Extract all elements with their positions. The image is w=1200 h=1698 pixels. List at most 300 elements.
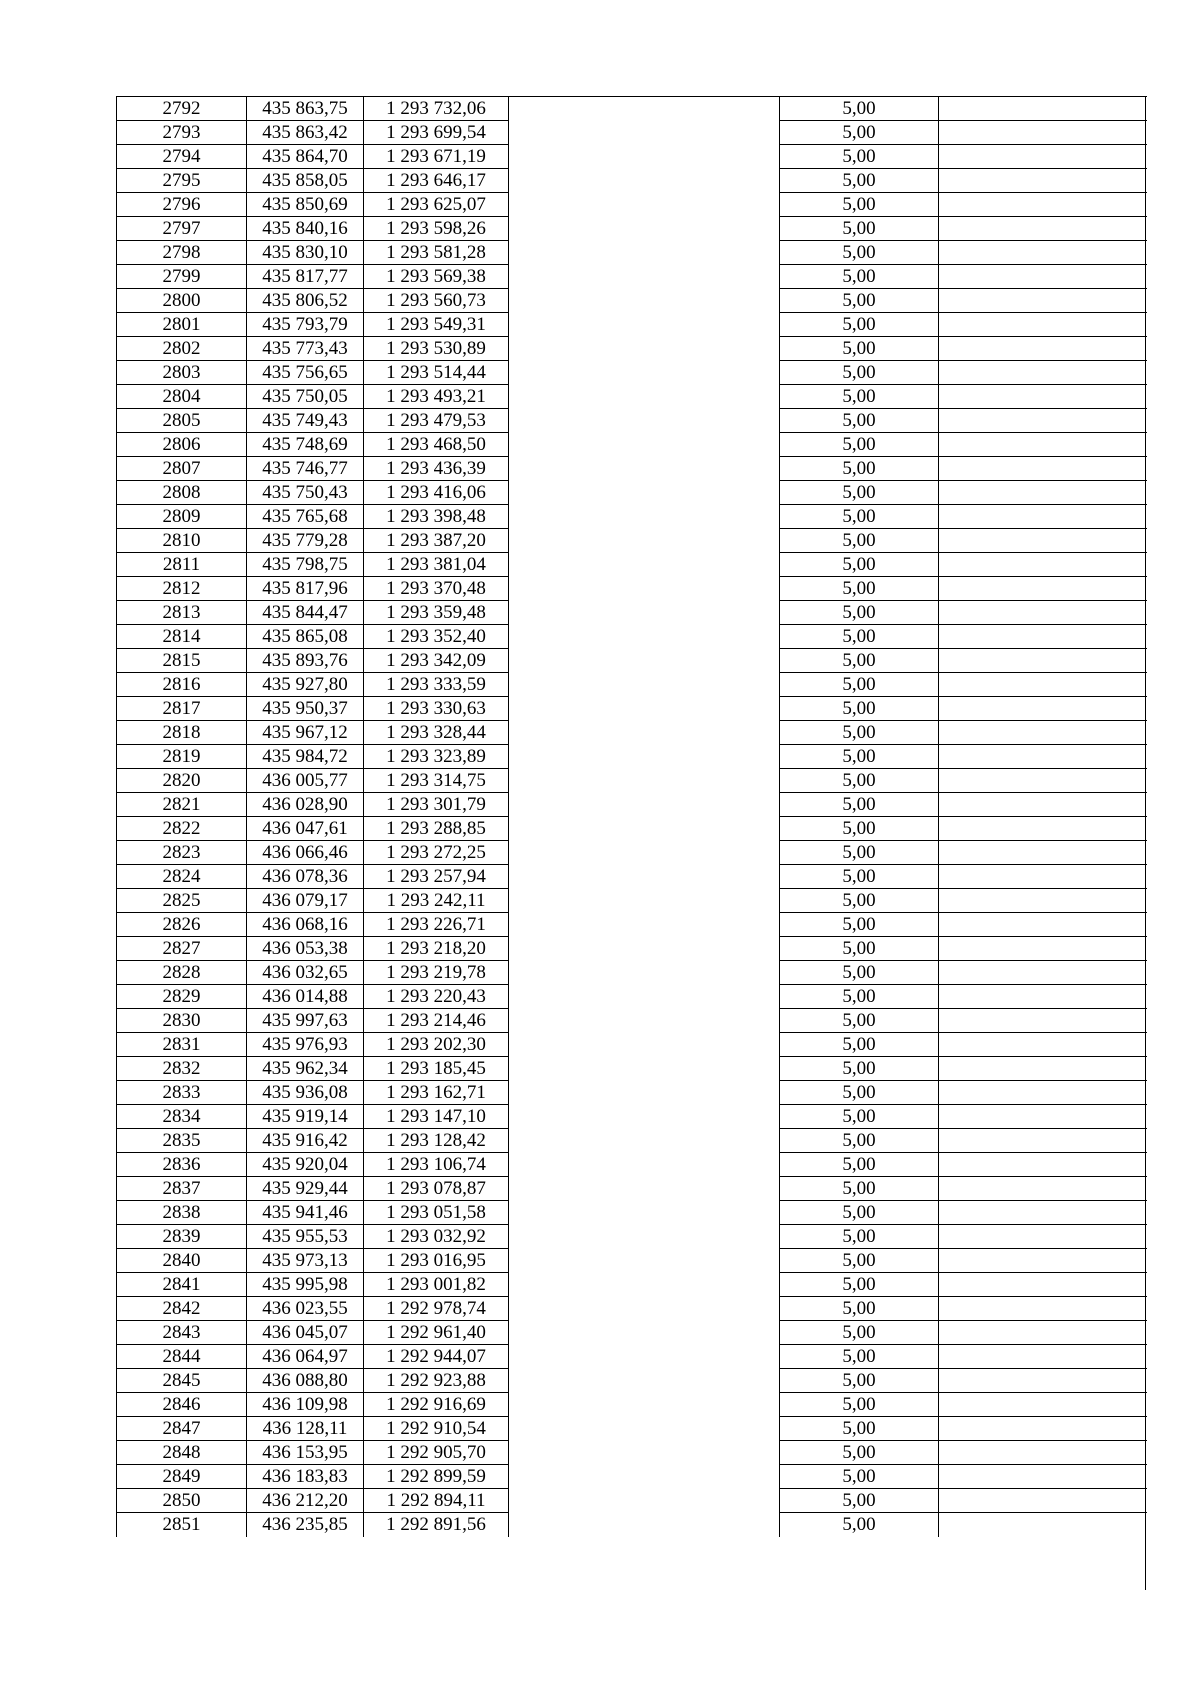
- blank-cell: [509, 673, 780, 697]
- y-coordinate-cell: 1 293 398,48: [364, 505, 509, 529]
- table-row: [117, 313, 1147, 337]
- x-coordinate-cell: 436 014,88: [247, 985, 364, 1009]
- blank-cell: [939, 1225, 1147, 1249]
- y-coordinate-cell: 1 293 352,40: [364, 625, 509, 649]
- x-coordinate-cell: 435 997,63: [247, 1009, 364, 1033]
- point-number-cell: 2825: [117, 889, 247, 913]
- blank-cell: [939, 169, 1147, 193]
- point-number-cell: 2837: [117, 1177, 247, 1201]
- value-cell: 5,00: [780, 937, 939, 961]
- blank-cell: [939, 601, 1147, 625]
- blank-cell: [939, 121, 1147, 145]
- y-coordinate-cell: 1 293 185,45: [364, 1057, 509, 1081]
- x-coordinate-cell: 435 749,43: [247, 409, 364, 433]
- blank-cell: [939, 97, 1147, 121]
- table-row: [117, 289, 1147, 313]
- y-coordinate-cell: 1 293 514,44: [364, 361, 509, 385]
- y-coordinate-cell: 1 293 330,63: [364, 697, 509, 721]
- point-number-cell: 2816: [117, 673, 247, 697]
- x-coordinate-cell: 435 806,52: [247, 289, 364, 313]
- table-row: [117, 841, 1147, 865]
- y-coordinate-cell: 1 292 891,56: [364, 1513, 509, 1537]
- x-coordinate-cell: 435 929,44: [247, 1177, 364, 1201]
- y-coordinate-cell: 1 293 479,53: [364, 409, 509, 433]
- point-number-cell: 2803: [117, 361, 247, 385]
- blank-cell: [509, 961, 780, 985]
- x-coordinate-cell: 435 995,98: [247, 1273, 364, 1297]
- table-row: [117, 1249, 1147, 1273]
- value-cell: 5,00: [780, 1129, 939, 1153]
- y-coordinate-cell: 1 293 219,78: [364, 961, 509, 985]
- value-cell: 5,00: [780, 697, 939, 721]
- blank-cell: [509, 985, 780, 1009]
- blank-cell: [939, 1033, 1147, 1057]
- y-coordinate-cell: 1 293 226,71: [364, 913, 509, 937]
- value-cell: 5,00: [780, 241, 939, 265]
- table-row: [117, 745, 1147, 769]
- value-cell: 5,00: [780, 1105, 939, 1129]
- blank-cell: [939, 1489, 1147, 1513]
- blank-cell: [939, 337, 1147, 361]
- blank-cell: [509, 649, 780, 673]
- x-coordinate-cell: 435 967,12: [247, 721, 364, 745]
- blank-cell: [509, 289, 780, 313]
- value-cell: 5,00: [780, 793, 939, 817]
- point-number-cell: 2832: [117, 1057, 247, 1081]
- blank-cell: [509, 577, 780, 601]
- blank-cell: [939, 553, 1147, 577]
- point-number-cell: 2800: [117, 289, 247, 313]
- point-number-cell: 2847: [117, 1417, 247, 1441]
- x-coordinate-cell: 436 153,95: [247, 1441, 364, 1465]
- x-coordinate-cell: 436 183,83: [247, 1465, 364, 1489]
- x-coordinate-cell: 435 916,42: [247, 1129, 364, 1153]
- blank-cell: [509, 1465, 780, 1489]
- point-number-cell: 2811: [117, 553, 247, 577]
- value-cell: 5,00: [780, 385, 939, 409]
- point-number-cell: 2814: [117, 625, 247, 649]
- table-row: [117, 889, 1147, 913]
- x-coordinate-cell: 435 920,04: [247, 1153, 364, 1177]
- blank-cell: [509, 505, 780, 529]
- table-row: [117, 625, 1147, 649]
- table-row: [117, 1225, 1147, 1249]
- point-number-cell: 2848: [117, 1441, 247, 1465]
- y-coordinate-cell: 1 293 202,30: [364, 1033, 509, 1057]
- blank-cell: [509, 457, 780, 481]
- value-cell: 5,00: [780, 457, 939, 481]
- blank-cell: [509, 745, 780, 769]
- blank-cell: [939, 841, 1147, 865]
- blank-cell: [939, 457, 1147, 481]
- y-coordinate-cell: 1 293 214,46: [364, 1009, 509, 1033]
- blank-cell: [509, 265, 780, 289]
- blank-cell: [509, 241, 780, 265]
- x-coordinate-cell: 436 053,38: [247, 937, 364, 961]
- table-row: [117, 649, 1147, 673]
- value-cell: 5,00: [780, 817, 939, 841]
- x-coordinate-cell: 436 028,90: [247, 793, 364, 817]
- point-number-cell: 2793: [117, 121, 247, 145]
- table-row: [117, 121, 1147, 145]
- blank-cell: [939, 1177, 1147, 1201]
- point-number-cell: 2794: [117, 145, 247, 169]
- point-number-cell: 2807: [117, 457, 247, 481]
- blank-cell: [939, 1393, 1147, 1417]
- point-number-cell: 2796: [117, 193, 247, 217]
- table-row: [117, 985, 1147, 1009]
- point-number-cell: 2821: [117, 793, 247, 817]
- y-coordinate-cell: 1 293 581,28: [364, 241, 509, 265]
- value-cell: 5,00: [780, 1201, 939, 1225]
- table-row: [117, 1297, 1147, 1321]
- y-coordinate-cell: 1 293 220,43: [364, 985, 509, 1009]
- x-coordinate-cell: 435 864,70: [247, 145, 364, 169]
- blank-cell: [939, 1009, 1147, 1033]
- table-row: [117, 697, 1147, 721]
- blank-cell: [509, 1417, 780, 1441]
- y-coordinate-cell: 1 293 323,89: [364, 745, 509, 769]
- table-body: [117, 97, 1147, 1537]
- value-cell: 5,00: [780, 1273, 939, 1297]
- table-row: [117, 169, 1147, 193]
- value-cell: 5,00: [780, 985, 939, 1009]
- point-number-cell: 2841: [117, 1273, 247, 1297]
- coordinates-table: [116, 96, 1147, 1537]
- y-coordinate-cell: 1 293 436,39: [364, 457, 509, 481]
- point-number-cell: 2831: [117, 1033, 247, 1057]
- point-number-cell: 2844: [117, 1345, 247, 1369]
- table-row: [117, 145, 1147, 169]
- table-row: [117, 529, 1147, 553]
- table-row: [117, 601, 1147, 625]
- value-cell: 5,00: [780, 289, 939, 313]
- y-coordinate-cell: 1 293 468,50: [364, 433, 509, 457]
- x-coordinate-cell: 435 936,08: [247, 1081, 364, 1105]
- table-row: [117, 193, 1147, 217]
- value-cell: 5,00: [780, 673, 939, 697]
- y-coordinate-cell: 1 293 530,89: [364, 337, 509, 361]
- point-number-cell: 2795: [117, 169, 247, 193]
- blank-cell: [509, 1225, 780, 1249]
- y-coordinate-cell: 1 293 106,74: [364, 1153, 509, 1177]
- value-cell: 5,00: [780, 169, 939, 193]
- value-cell: 5,00: [780, 769, 939, 793]
- point-number-cell: 2819: [117, 745, 247, 769]
- blank-cell: [939, 1345, 1147, 1369]
- blank-cell: [939, 1129, 1147, 1153]
- y-coordinate-cell: 1 292 905,70: [364, 1441, 509, 1465]
- point-number-cell: 2802: [117, 337, 247, 361]
- blank-cell: [939, 985, 1147, 1009]
- point-number-cell: 2829: [117, 985, 247, 1009]
- table-row: [117, 409, 1147, 433]
- x-coordinate-cell: 436 066,46: [247, 841, 364, 865]
- point-number-cell: 2797: [117, 217, 247, 241]
- table-row: [117, 1129, 1147, 1153]
- x-coordinate-cell: 436 088,80: [247, 1369, 364, 1393]
- blank-cell: [939, 433, 1147, 457]
- value-cell: 5,00: [780, 1033, 939, 1057]
- x-coordinate-cell: 435 840,16: [247, 217, 364, 241]
- blank-cell: [939, 793, 1147, 817]
- x-coordinate-cell: 435 779,28: [247, 529, 364, 553]
- value-cell: 5,00: [780, 577, 939, 601]
- blank-cell: [939, 193, 1147, 217]
- blank-cell: [509, 385, 780, 409]
- point-number-cell: 2834: [117, 1105, 247, 1129]
- y-coordinate-cell: 1 293 359,48: [364, 601, 509, 625]
- blank-cell: [939, 217, 1147, 241]
- blank-cell: [939, 409, 1147, 433]
- blank-cell: [939, 145, 1147, 169]
- y-coordinate-cell: 1 293 147,10: [364, 1105, 509, 1129]
- table-row: [117, 433, 1147, 457]
- x-coordinate-cell: 435 817,96: [247, 577, 364, 601]
- table-row: [117, 1345, 1147, 1369]
- value-cell: 5,00: [780, 409, 939, 433]
- x-coordinate-cell: 436 212,20: [247, 1489, 364, 1513]
- blank-cell: [509, 1393, 780, 1417]
- table-row: [117, 1153, 1147, 1177]
- value-cell: 5,00: [780, 217, 939, 241]
- value-cell: 5,00: [780, 721, 939, 745]
- blank-cell: [939, 961, 1147, 985]
- point-number-cell: 2804: [117, 385, 247, 409]
- point-number-cell: 2838: [117, 1201, 247, 1225]
- x-coordinate-cell: 435 817,77: [247, 265, 364, 289]
- y-coordinate-cell: 1 293 381,04: [364, 553, 509, 577]
- value-cell: 5,00: [780, 505, 939, 529]
- blank-cell: [939, 1417, 1147, 1441]
- point-number-cell: 2806: [117, 433, 247, 457]
- blank-cell: [509, 1057, 780, 1081]
- x-coordinate-cell: 435 793,79: [247, 313, 364, 337]
- value-cell: 5,00: [780, 1345, 939, 1369]
- blank-cell: [509, 865, 780, 889]
- coordinates-sheet: [116, 96, 1146, 1590]
- value-cell: 5,00: [780, 1513, 939, 1537]
- blank-cell: [939, 505, 1147, 529]
- value-cell: 5,00: [780, 1321, 939, 1345]
- x-coordinate-cell: 436 235,85: [247, 1513, 364, 1537]
- x-coordinate-cell: 436 045,07: [247, 1321, 364, 1345]
- value-cell: 5,00: [780, 1177, 939, 1201]
- x-coordinate-cell: 435 984,72: [247, 745, 364, 769]
- x-coordinate-cell: 435 976,93: [247, 1033, 364, 1057]
- value-cell: 5,00: [780, 625, 939, 649]
- x-coordinate-cell: 436 005,77: [247, 769, 364, 793]
- y-coordinate-cell: 1 293 288,85: [364, 817, 509, 841]
- table-row: [117, 1441, 1147, 1465]
- y-coordinate-cell: 1 292 910,54: [364, 1417, 509, 1441]
- blank-cell: [939, 1321, 1147, 1345]
- value-cell: 5,00: [780, 1465, 939, 1489]
- blank-cell: [939, 481, 1147, 505]
- y-coordinate-cell: 1 293 333,59: [364, 673, 509, 697]
- x-coordinate-cell: 435 765,68: [247, 505, 364, 529]
- blank-cell: [509, 1441, 780, 1465]
- blank-cell: [939, 1081, 1147, 1105]
- value-cell: 5,00: [780, 841, 939, 865]
- table-row: [117, 1273, 1147, 1297]
- point-number-cell: 2808: [117, 481, 247, 505]
- blank-cell: [939, 1441, 1147, 1465]
- table-row: [117, 1513, 1147, 1537]
- point-number-cell: 2822: [117, 817, 247, 841]
- y-coordinate-cell: 1 293 598,26: [364, 217, 509, 241]
- x-coordinate-cell: 435 750,43: [247, 481, 364, 505]
- y-coordinate-cell: 1 292 899,59: [364, 1465, 509, 1489]
- blank-cell: [509, 481, 780, 505]
- y-coordinate-cell: 1 292 961,40: [364, 1321, 509, 1345]
- blank-cell: [509, 433, 780, 457]
- y-coordinate-cell: 1 293 560,73: [364, 289, 509, 313]
- table-row: [117, 265, 1147, 289]
- blank-cell: [939, 1105, 1147, 1129]
- blank-cell: [509, 313, 780, 337]
- point-number-cell: 2805: [117, 409, 247, 433]
- x-coordinate-cell: 435 863,42: [247, 121, 364, 145]
- blank-cell: [939, 289, 1147, 313]
- blank-cell: [509, 1321, 780, 1345]
- y-coordinate-cell: 1 293 257,94: [364, 865, 509, 889]
- y-coordinate-cell: 1 293 699,54: [364, 121, 509, 145]
- blank-cell: [939, 937, 1147, 961]
- blank-cell: [509, 1513, 780, 1537]
- blank-cell: [939, 1201, 1147, 1225]
- y-coordinate-cell: 1 293 732,06: [364, 97, 509, 121]
- x-coordinate-cell: 436 047,61: [247, 817, 364, 841]
- value-cell: 5,00: [780, 745, 939, 769]
- y-coordinate-cell: 1 293 078,87: [364, 1177, 509, 1201]
- x-coordinate-cell: 436 079,17: [247, 889, 364, 913]
- blank-cell: [509, 625, 780, 649]
- point-number-cell: 2839: [117, 1225, 247, 1249]
- blank-cell: [509, 793, 780, 817]
- blank-cell: [939, 1513, 1147, 1537]
- point-number-cell: 2810: [117, 529, 247, 553]
- y-coordinate-cell: 1 293 549,31: [364, 313, 509, 337]
- blank-cell: [509, 1249, 780, 1273]
- blank-cell: [939, 1249, 1147, 1273]
- point-number-cell: 2840: [117, 1249, 247, 1273]
- point-number-cell: 2835: [117, 1129, 247, 1153]
- blank-cell: [509, 1177, 780, 1201]
- value-cell: 5,00: [780, 529, 939, 553]
- point-number-cell: 2818: [117, 721, 247, 745]
- value-cell: 5,00: [780, 361, 939, 385]
- blank-cell: [509, 601, 780, 625]
- y-coordinate-cell: 1 292 978,74: [364, 1297, 509, 1321]
- blank-cell: [509, 121, 780, 145]
- y-coordinate-cell: 1 293 370,48: [364, 577, 509, 601]
- table-row: [117, 673, 1147, 697]
- blank-cell: [939, 361, 1147, 385]
- blank-cell: [939, 1273, 1147, 1297]
- table-row: [117, 457, 1147, 481]
- y-coordinate-cell: 1 293 242,11: [364, 889, 509, 913]
- blank-cell: [509, 1009, 780, 1033]
- blank-cell: [509, 1129, 780, 1153]
- blank-cell: [509, 1081, 780, 1105]
- x-coordinate-cell: 436 023,55: [247, 1297, 364, 1321]
- x-coordinate-cell: 435 955,53: [247, 1225, 364, 1249]
- blank-cell: [509, 1201, 780, 1225]
- table-row: [117, 1033, 1147, 1057]
- x-coordinate-cell: 435 950,37: [247, 697, 364, 721]
- value-cell: 5,00: [780, 601, 939, 625]
- point-number-cell: 2798: [117, 241, 247, 265]
- y-coordinate-cell: 1 293 387,20: [364, 529, 509, 553]
- value-cell: 5,00: [780, 1225, 939, 1249]
- x-coordinate-cell: 436 032,65: [247, 961, 364, 985]
- blank-cell: [509, 697, 780, 721]
- value-cell: 5,00: [780, 865, 939, 889]
- value-cell: 5,00: [780, 97, 939, 121]
- x-coordinate-cell: 436 109,98: [247, 1393, 364, 1417]
- blank-cell: [509, 145, 780, 169]
- x-coordinate-cell: 435 798,75: [247, 553, 364, 577]
- value-cell: 5,00: [780, 1057, 939, 1081]
- value-cell: 5,00: [780, 265, 939, 289]
- blank-cell: [509, 97, 780, 121]
- x-coordinate-cell: 436 078,36: [247, 865, 364, 889]
- x-coordinate-cell: 435 830,10: [247, 241, 364, 265]
- point-number-cell: 2813: [117, 601, 247, 625]
- y-coordinate-cell: 1 293 625,07: [364, 193, 509, 217]
- blank-cell: [939, 889, 1147, 913]
- y-coordinate-cell: 1 293 001,82: [364, 1273, 509, 1297]
- value-cell: 5,00: [780, 1153, 939, 1177]
- blank-cell: [509, 361, 780, 385]
- table-row: [117, 937, 1147, 961]
- y-coordinate-cell: 1 293 314,75: [364, 769, 509, 793]
- blank-cell: [939, 1057, 1147, 1081]
- point-number-cell: 2827: [117, 937, 247, 961]
- table-row: [117, 721, 1147, 745]
- blank-cell: [939, 1369, 1147, 1393]
- table-row: [117, 1417, 1147, 1441]
- value-cell: 5,00: [780, 913, 939, 937]
- blank-cell: [509, 1489, 780, 1513]
- value-cell: 5,00: [780, 1489, 939, 1513]
- x-coordinate-cell: 435 844,47: [247, 601, 364, 625]
- y-coordinate-cell: 1 292 923,88: [364, 1369, 509, 1393]
- point-number-cell: 2815: [117, 649, 247, 673]
- value-cell: 5,00: [780, 961, 939, 985]
- y-coordinate-cell: 1 293 671,19: [364, 145, 509, 169]
- table-row: [117, 865, 1147, 889]
- blank-cell: [509, 1273, 780, 1297]
- blank-cell: [509, 841, 780, 865]
- value-cell: 5,00: [780, 433, 939, 457]
- table-row: [117, 241, 1147, 265]
- point-number-cell: 2817: [117, 697, 247, 721]
- blank-cell: [509, 1297, 780, 1321]
- point-number-cell: 2845: [117, 1369, 247, 1393]
- y-coordinate-cell: 1 293 493,21: [364, 385, 509, 409]
- value-cell: 5,00: [780, 889, 939, 913]
- table-row: [117, 913, 1147, 937]
- point-number-cell: 2846: [117, 1393, 247, 1417]
- value-cell: 5,00: [780, 1417, 939, 1441]
- table-row: [117, 505, 1147, 529]
- table-row: [117, 481, 1147, 505]
- x-coordinate-cell: 435 750,05: [247, 385, 364, 409]
- x-coordinate-cell: 435 927,80: [247, 673, 364, 697]
- table-row: [117, 1321, 1147, 1345]
